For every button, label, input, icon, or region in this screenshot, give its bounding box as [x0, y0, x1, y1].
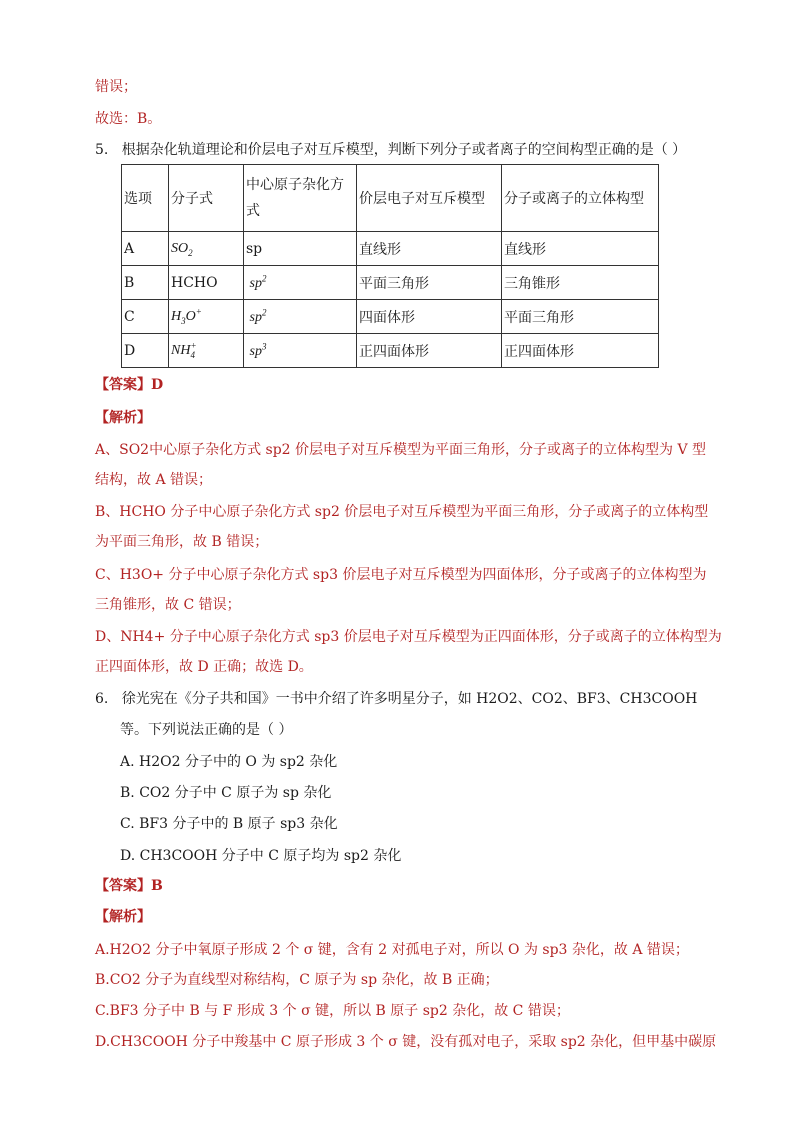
prev-line-1: 错误；: [95, 79, 137, 95]
table-row: [122, 232, 659, 266]
table-row: [122, 334, 659, 368]
q5-analysis-a1: A、SO2中心原子杂化方式 sp2 价层电子对互斥模型为平面三角形，分子或离子的立体构型为 V 型: [95, 442, 707, 458]
q5-analysis-label: 【解析】: [95, 410, 151, 426]
cell-vsepr: 平面三角形: [357, 266, 502, 300]
q5-analysis-d2: 正四面体形，故 D 正确；故选 D。: [95, 659, 313, 675]
header-hybridization: 中心原子杂化方式: [244, 165, 357, 232]
q6-option-b: B. CO2 分子中 C 原子为 sp 杂化: [120, 785, 332, 801]
cell-hybridization: $sp^2$: [244, 300, 357, 334]
q6-number: 6.: [95, 691, 109, 707]
q5-analysis-c1: C、H3O+ 分子中心原子杂化方式 sp3 价层电子对互斥模型为四面体形，分子或离子的立体构型为: [95, 567, 707, 583]
q6-stem-line-2: 等。下列说法正确的是（ ）: [120, 722, 293, 738]
cell-shape: 直线形: [502, 232, 659, 266]
q5-number: 5.: [95, 142, 109, 158]
q6-analysis-c: C.BF3 分子中 B 与 F 形成 3 个 σ 键，所以 B 原子 sp2 杂化，故 C 错误；: [95, 1003, 570, 1019]
q6-stem-1: 徐光宪在《分子共和国》一书中介绍了许多明星分子，如 H2O2、CO2、BF3、CH3COOH: [121, 691, 698, 707]
q5-table: [121, 164, 659, 368]
q6-analysis-b: B.CO2 分子为直线型对称结构，C 原子为 sp 杂化，故 B 正确；: [95, 972, 499, 988]
cell-hybridization: $sp^3$: [244, 334, 357, 368]
q6-analysis-label: 【解析】: [95, 909, 151, 925]
cell-formula: $SO_2$: [169, 232, 244, 266]
cell-hybridization: sp: [244, 232, 357, 266]
cell-shape: 平面三角形: [502, 300, 659, 334]
cell-shape: 三角锥形: [502, 266, 659, 300]
table-row: [122, 300, 659, 334]
cell-option: A: [122, 232, 169, 266]
q5-analysis-b1: B、HCHO 分子中心原子杂化方式 sp2 价层电子对互斥模型为平面三角形，分子或离子的立体构型: [95, 504, 709, 520]
q5-analysis-c2: 三角锥形，故 C 错误；: [95, 597, 241, 613]
table-header-row: [122, 165, 659, 232]
cell-option: B: [122, 266, 169, 300]
cell-vsepr: 正四面体形: [357, 334, 502, 368]
cell-vsepr: 四面体形: [357, 300, 502, 334]
q5-stem-line: [95, 140, 686, 160]
header-option: 选项: [122, 165, 169, 232]
cell-option: D: [122, 334, 169, 368]
prev-line-2: 故选：B。: [95, 111, 162, 127]
q5-answer: 【答案】D: [95, 377, 164, 393]
q6-analysis-d: D.CH3COOH 分子中羧基中 C 原子形成 3 个 σ 键，没有孤对电子，采取 sp2 杂化，但甲基中碳原: [95, 1034, 717, 1050]
q6-stem-line-1: [95, 689, 697, 709]
q6-analysis-a: A.H2O2 分子中氧原子形成 2 个 σ 键，含有 2 对孤电子对，所以 O 为 sp3 杂化，故 A 错误；: [95, 942, 689, 958]
cell-hybridization: $sp^2$: [244, 266, 357, 300]
q6-option-a: A. H2O2 分子中的 O 为 sp2 杂化: [120, 754, 338, 770]
cell-formula: $H_3O^+$: [169, 300, 244, 334]
q5-analysis-b2: 为平面三角形，故 B 错误；: [95, 534, 269, 550]
q5-analysis-d1: D、NH4+ 分子中心原子杂化方式 sp3 价层电子对互斥模型为正四面体形，分子或离子的立体构型为: [95, 629, 722, 645]
header-vsepr: 价层电子对互斥模型: [357, 165, 502, 232]
q5-stem: 根据杂化轨道理论和价层电子对互斥模型，判断下列分子或者离子的空间构型正确的是（ ）: [121, 142, 687, 158]
cell-vsepr: 直线形: [357, 232, 502, 266]
q6-option-c: C. BF3 分子中的 B 原子 sp3 杂化: [120, 816, 338, 832]
cell-option: C: [122, 300, 169, 334]
header-formula: 分子式: [169, 165, 244, 232]
table-row: [122, 266, 659, 300]
header-shape: 分子或离子的立体构型: [502, 165, 659, 232]
q6-option-d: D. CH3COOH 分子中 C 原子均为 sp2 杂化: [120, 848, 402, 864]
q5-analysis-a2: 结构，故 A 错误；: [95, 472, 213, 488]
cell-shape: 正四面体形: [502, 334, 659, 368]
cell-formula: HCHO: [169, 266, 244, 300]
cell-formula: $NH^+_4$: [169, 334, 244, 368]
q6-answer: 【答案】B: [95, 878, 163, 894]
